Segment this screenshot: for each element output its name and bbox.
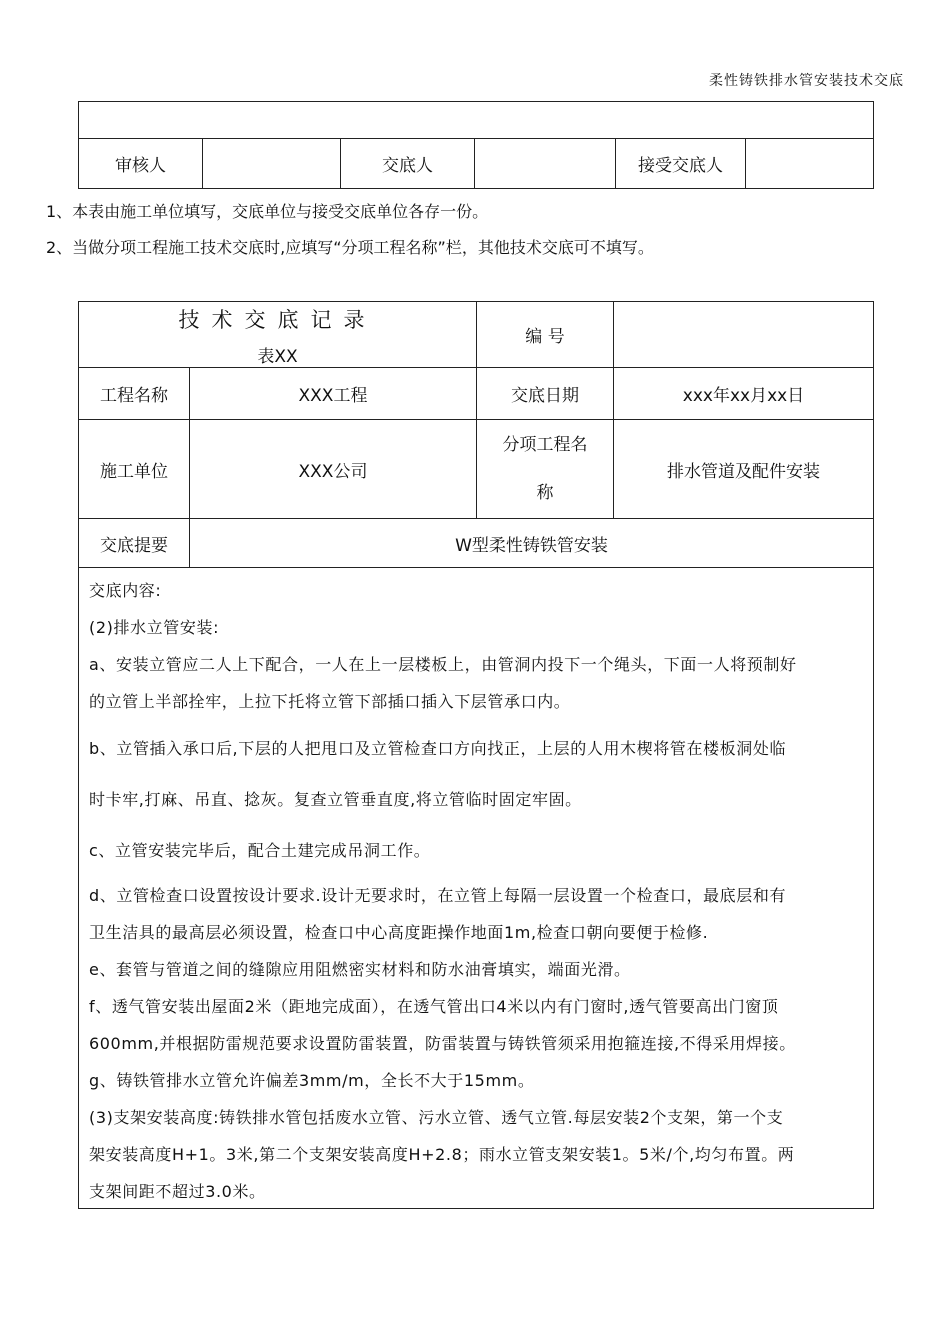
record-form-number: 表XX [257,347,298,367]
discloser-label: 交底人 [341,139,475,189]
subproject-name-label-line2: 称 [536,483,554,503]
content-line: (2)排水立管安装: [89,618,220,637]
document-header-title: 柔性铸铁排水管安装技术交底 [709,73,904,89]
note-1: 1、本表由施工单位填写，交底单位与接受交底单位各存一份。 [46,202,489,221]
disclosure-content-cell [79,568,874,1209]
subproject-name-label-line1: 分项工程名 [502,435,588,455]
content-line: 架安装高度H+1。3米,第二个支架安装高度H+2.8；雨水立管支架安装1。5米/个,均匀布置。两 [89,1145,795,1164]
summary-value: W型柔性铸铁管安装 [190,519,874,568]
note-2: 2、当做分项工程施工技术交底时,应填写“分项工程名称”栏，其他技术交底可不填写。 [46,238,654,257]
disclosure-date-value: xxx年xx月xx日 [614,368,874,420]
construction-unit-label: 施工单位 [79,420,190,519]
record-title: 技术交底记录 [178,308,377,332]
content-line: g、铸铁管排水立管允许偏差3mm/m，全长不大于15mm。 [89,1071,535,1090]
disclosure-record-table [78,301,874,1209]
content-line: 600mm,并根据防雷规范要求设置防雷装置，防雷装置与铸铁管须采用抱箍连接,不得采用焊接。 [89,1034,796,1053]
content-line: e、套管与管道之间的缝隙应用阻燃密实材料和防水油膏填实，端面光滑。 [89,960,631,979]
subproject-name-label [477,420,614,519]
content-line: b、立管插入承口后,下层的人把甩口及立管检查口方向找正，上层的人用木楔将管在楼板洞处临 [89,739,787,758]
content-line: 交底内容: [89,581,162,600]
content-line: 卫生洁具的最高层必须设置，检查口中心高度距操作地面1m,检查口朝向要便于检修. [89,923,709,942]
content-line: 时卡牢,打麻、吊直、捻灰。复查立管垂直度,将立管临时固定牢固。 [89,790,582,809]
disclosure-date-label: 交底日期 [477,368,614,420]
signature-table-blank-row [79,102,874,139]
discloser-value[interactable] [475,139,616,189]
content-line: c、立管安装完毕后，配合土建完成吊洞工作。 [89,841,431,860]
signature-table [78,101,874,189]
content-line: (3)支架安装高度:铸铁排水管包括废水立管、污水立管、透气立管.每层安装2个支架，第一个支 [89,1108,784,1127]
receiver-value[interactable] [746,139,874,189]
subproject-name-value: 排水管道及配件安装 [614,420,874,519]
reviewer-value[interactable] [203,139,341,189]
content-line: a、安装立管应二人上下配合，一人在上一层楼板上，由管洞内投下一个绳头，下面一人将预制好 [89,655,797,674]
number-label: 编 号 [477,302,614,368]
construction-unit-value: XXX公司 [190,420,477,519]
record-title-cell [79,302,477,368]
content-line: 的立管上半部拴牢，上拉下托将立管下部插口插入下层管承口内。 [89,692,571,711]
project-name-value: XXX工程 [190,368,477,420]
reviewer-label: 审核人 [79,139,203,189]
receiver-label: 接受交底人 [616,139,746,189]
summary-label: 交底提要 [79,519,190,568]
content-line: f、透气管安装出屋面2米（距地完成面），在透气管出口4米以内有门窗时,透气管要高出门窗顶 [89,997,779,1016]
project-name-label: 工程名称 [79,368,190,420]
number-value[interactable] [614,302,874,368]
content-line: 支架间距不超过3.0米。 [89,1182,266,1201]
content-line: d、立管检查口设置按设计要求.设计无要求时，在立管上每隔一层设置一个检查口，最底层和有 [89,886,787,905]
